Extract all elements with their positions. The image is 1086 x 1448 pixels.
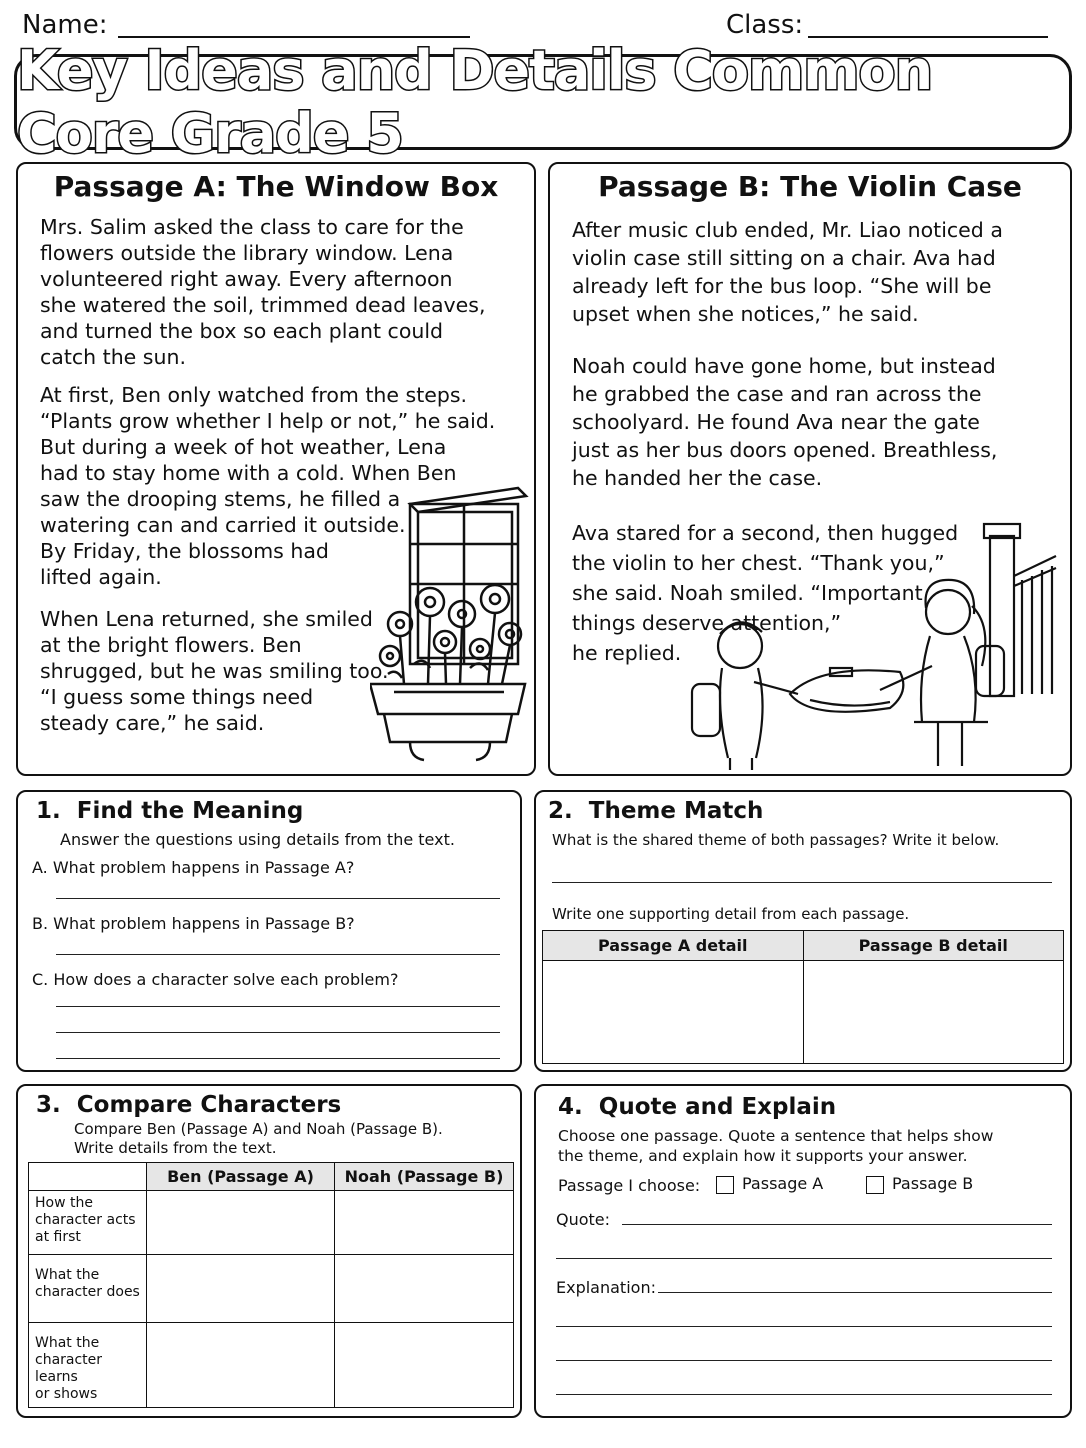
q4-explanation-line-2[interactable] bbox=[556, 1326, 1052, 1327]
q1-question-c: C. How does a character solve each problem? bbox=[32, 970, 399, 989]
q4-heading bbox=[558, 1094, 836, 1120]
class-field[interactable] bbox=[808, 36, 1048, 38]
q3-heading bbox=[36, 1092, 341, 1118]
passage-a-para-2: At first, Ben only watched from the steps. “Plants grow whether I help or not,” he said. But during a week of hot weather, Lena had to stay home with a cold. When Ben saw the drooping stems, he filled a watering can and carried it outside. By Friday, the blossoms had lifted again. bbox=[40, 383, 496, 589]
q2-col-a-header: Passage A detail bbox=[543, 931, 804, 961]
q4-number: 4. bbox=[558, 1094, 583, 1120]
q1-question-b: B. What problem happens in Passage B? bbox=[32, 914, 355, 933]
passage-a-para-1: Mrs. Salim asked the class to care for the flowers outside the library window. Lena volunteered right away. Every afternoon she watered the soil, trimmed dead leaves, and turned the box so each plant could catch the sun. bbox=[40, 215, 486, 369]
q1-box bbox=[16, 790, 522, 1072]
q3-cell-noah-acts[interactable] bbox=[335, 1191, 514, 1255]
passage-b-box bbox=[548, 162, 1072, 776]
q1-instructions: Answer the questions using details from the text. bbox=[60, 830, 455, 849]
q1-answer-c-line-3[interactable] bbox=[56, 1058, 500, 1059]
q1-answer-c-line-2[interactable] bbox=[56, 1032, 500, 1033]
q3-title: Compare Characters bbox=[76, 1092, 342, 1118]
q3-row-label-does: What the character does bbox=[29, 1255, 147, 1323]
q4-box bbox=[534, 1084, 1072, 1418]
title-banner bbox=[14, 39, 1072, 165]
name-field[interactable] bbox=[118, 36, 470, 38]
passage-a-title: Passage A: The Window Box bbox=[53, 170, 499, 203]
q4-explanation-line-4[interactable] bbox=[556, 1394, 1052, 1395]
q4-choose-label: Passage I choose: bbox=[558, 1176, 701, 1195]
q3-row-label-learns: What the character learns or shows bbox=[29, 1323, 147, 1408]
passage-b-checkbox[interactable] bbox=[866, 1176, 884, 1194]
q1-question-a: A. What problem happens in Passage A? bbox=[32, 858, 355, 877]
q2-detail-prompt: Write one supporting detail from each passage. bbox=[552, 905, 910, 923]
passage-b-para-2: Noah could have gone home, but instead he grabbed the case and ran across the schoolyard. He found Ava near the gate just as her bus doors opened. Breathless, he handed her the case. bbox=[572, 354, 998, 490]
q2-number: 2. bbox=[548, 798, 573, 824]
q1-answer-c-line-1[interactable] bbox=[56, 1006, 500, 1007]
class-label: Class: bbox=[726, 10, 804, 40]
q3-corner-cell bbox=[29, 1163, 147, 1191]
passage-b-para-3: Ava stared for a second, then hugged the violin to her chest. “Thank you,” she said. Noah smiled. “Important things deserve attention,” he replied. bbox=[572, 521, 959, 665]
q2-instructions: What is the shared theme of both passages? Write it below. bbox=[552, 831, 1000, 849]
q3-compare-table bbox=[28, 1162, 514, 1408]
q3-cell-noah-does[interactable] bbox=[335, 1255, 514, 1323]
passage-a-box bbox=[16, 162, 536, 776]
q1-number: 1. bbox=[36, 798, 61, 824]
window-box-illustration bbox=[370, 484, 530, 764]
q3-row-label-acts: How the character acts at first bbox=[29, 1191, 147, 1255]
q4-explanation-label: Explanation: bbox=[556, 1278, 656, 1297]
q2-col-b-header: Passage B detail bbox=[803, 931, 1064, 961]
q1-answer-b-line[interactable] bbox=[56, 954, 500, 955]
q2-heading bbox=[548, 798, 763, 824]
q4-explanation-line-3[interactable] bbox=[556, 1360, 1052, 1361]
violin-case-illustration bbox=[680, 516, 1060, 774]
q3-cell-ben-learns[interactable] bbox=[147, 1323, 335, 1408]
q2-theme-line[interactable] bbox=[552, 882, 1052, 883]
q4-option-a[interactable]: Passage A bbox=[716, 1174, 823, 1194]
q3-col-noah-header: Noah (Passage B) bbox=[335, 1163, 514, 1191]
q1-title: Find the Meaning bbox=[76, 798, 304, 824]
q3-cell-noah-learns[interactable] bbox=[335, 1323, 514, 1408]
q2-detail-table bbox=[542, 930, 1064, 1064]
q4-option-b[interactable]: Passage B bbox=[866, 1174, 973, 1194]
q3-box bbox=[16, 1084, 522, 1418]
q4-quote-line-1[interactable] bbox=[622, 1224, 1052, 1225]
passage-b-para-1: After music club ended, Mr. Liao noticed a violin case still sitting on a chair. Ava had already left for the bus loop. “She will be upset when she notices,” he said. bbox=[572, 218, 1003, 326]
q2-box bbox=[534, 790, 1072, 1072]
q4-quote-line-2[interactable] bbox=[556, 1258, 1052, 1259]
passage-b-title: Passage B: The Violin Case bbox=[598, 170, 1022, 203]
q2-cell-b[interactable] bbox=[803, 961, 1064, 1064]
q2-cell-a[interactable] bbox=[543, 961, 804, 1064]
q3-instructions: Compare Ben (Passage A) and Noah (Passage B). Write details from the text. bbox=[74, 1120, 443, 1157]
q1-answer-a-line[interactable] bbox=[56, 898, 500, 899]
q3-col-ben-header: Ben (Passage A) bbox=[147, 1163, 335, 1191]
q4-explanation-line-1[interactable] bbox=[658, 1292, 1052, 1293]
page-title: Key Ideas and Details Common Core Grade 5 bbox=[17, 39, 933, 165]
name-label: Name: bbox=[22, 10, 108, 40]
passage-a-checkbox[interactable] bbox=[716, 1176, 734, 1194]
q3-cell-ben-does[interactable] bbox=[147, 1255, 335, 1323]
q3-number: 3. bbox=[36, 1092, 61, 1118]
q1-heading bbox=[36, 798, 303, 824]
q3-cell-ben-acts[interactable] bbox=[147, 1191, 335, 1255]
q4-instructions: Choose one passage. Quote a sentence that helps show the theme, and explain how it supports your answer. bbox=[558, 1127, 994, 1165]
passage-a-para-3: When Lena returned, she smiled at the bright flowers. Ben shrugged, but he was smiling too. “I guess some things need steady care,” he said. bbox=[40, 607, 389, 735]
q4-title: Quote and Explain bbox=[598, 1094, 837, 1120]
q2-title: Theme Match bbox=[588, 798, 764, 824]
q4-quote-label: Quote: bbox=[556, 1210, 611, 1229]
